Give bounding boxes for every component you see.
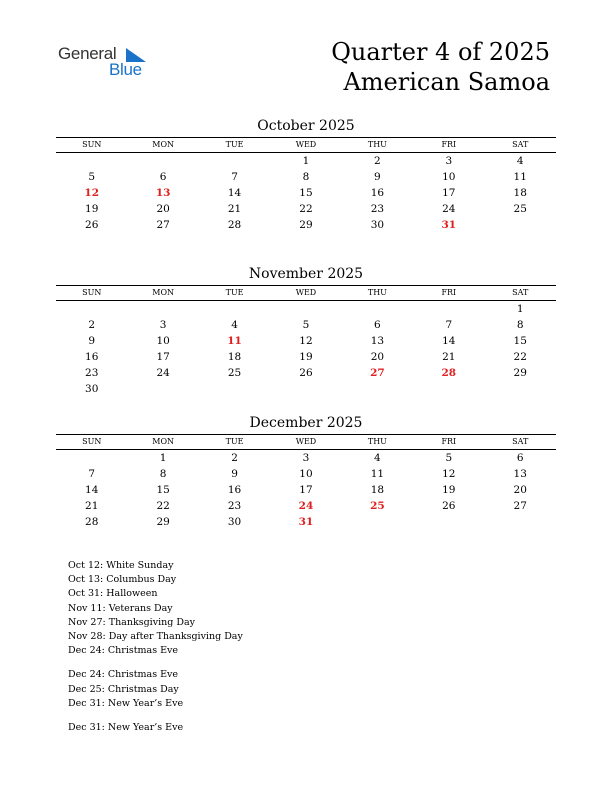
holiday-day-cell: 24 bbox=[298, 500, 314, 512]
weekday-header: MON bbox=[152, 140, 174, 149]
holiday-item: Oct 13: Columbus Day bbox=[68, 574, 177, 586]
empty-day-cell bbox=[127, 381, 198, 397]
holiday-item: Dec 25: Christmas Day bbox=[68, 683, 179, 695]
holiday-list bbox=[68, 559, 243, 735]
month-title: November 2025 bbox=[248, 266, 364, 282]
empty-day-cell bbox=[485, 381, 556, 397]
day-cell: 7 bbox=[445, 319, 453, 331]
weekday-header: FRI bbox=[441, 288, 457, 297]
day-cell: 1 bbox=[159, 452, 167, 464]
day-cell: 29 bbox=[156, 516, 170, 528]
logo bbox=[58, 44, 158, 84]
week-row bbox=[56, 301, 556, 317]
day-cell: 23 bbox=[370, 203, 385, 215]
day-cell: 13 bbox=[370, 335, 385, 347]
day-cell: 4 bbox=[231, 319, 238, 331]
logo-blue-text: Blue bbox=[109, 60, 142, 79]
day-cell: 16 bbox=[370, 187, 385, 199]
holiday-item: Oct 12: White Sunday bbox=[68, 560, 174, 571]
day-cell: 27 bbox=[156, 219, 170, 231]
empty-day-cell bbox=[413, 381, 484, 397]
day-cell: 30 bbox=[370, 219, 385, 231]
day-cell: 15 bbox=[299, 187, 313, 199]
weekday-header: WED bbox=[295, 140, 317, 149]
day-cell: 6 bbox=[516, 452, 524, 464]
week-row bbox=[56, 317, 556, 333]
empty-day-cell bbox=[485, 217, 556, 233]
empty-day-cell bbox=[270, 301, 341, 317]
holiday-item: Dec 31: New Year’s Eve bbox=[68, 721, 184, 733]
week-row bbox=[56, 169, 556, 185]
day-cell: 8 bbox=[516, 319, 524, 331]
month-october bbox=[56, 117, 556, 233]
holiday-day-cell: 31 bbox=[298, 516, 314, 528]
day-cell: 14 bbox=[442, 335, 456, 347]
empty-day-cell bbox=[342, 301, 413, 317]
day-cell: 4 bbox=[374, 452, 381, 464]
empty-day-cell bbox=[56, 301, 127, 317]
day-cell: 29 bbox=[299, 219, 313, 231]
empty-day-cell bbox=[413, 514, 484, 530]
weekday-header: MON bbox=[152, 288, 174, 297]
holiday-item: Nov 27: Thanksgiving Day bbox=[68, 616, 195, 628]
empty-day-cell bbox=[56, 450, 127, 466]
day-cell: 21 bbox=[85, 500, 99, 512]
week-row bbox=[56, 365, 556, 381]
day-cell: 6 bbox=[374, 319, 381, 331]
day-cell: 13 bbox=[513, 468, 527, 480]
day-cell: 28 bbox=[227, 219, 242, 231]
day-cell: 18 bbox=[513, 187, 527, 199]
day-cell: 5 bbox=[88, 171, 96, 183]
day-cell: 24 bbox=[156, 367, 170, 379]
holiday-day-cell: 12 bbox=[84, 187, 100, 199]
weekday-header: THU bbox=[367, 288, 387, 297]
day-cell: 4 bbox=[516, 155, 524, 167]
week-row bbox=[56, 381, 556, 397]
week-row bbox=[56, 498, 556, 514]
day-cell: 26 bbox=[85, 219, 99, 231]
day-cell: 16 bbox=[85, 351, 99, 363]
day-cell: 3 bbox=[445, 155, 453, 167]
weekday-header: MON bbox=[152, 437, 174, 446]
holiday-day-cell: 28 bbox=[441, 367, 457, 379]
day-cell: 10 bbox=[299, 468, 313, 480]
weekday-header: TUE bbox=[225, 437, 244, 446]
title-country: American Samoa bbox=[343, 68, 550, 96]
empty-day-cell bbox=[342, 381, 413, 397]
day-cell: 12 bbox=[299, 335, 313, 347]
day-cell: 1 bbox=[302, 155, 310, 167]
day-cell: 23 bbox=[227, 500, 242, 512]
weekday-header-row bbox=[56, 137, 556, 153]
day-cell: 30 bbox=[227, 516, 242, 528]
week-row bbox=[56, 217, 556, 233]
weekday-header: SAT bbox=[512, 437, 529, 446]
weekday-header: WED bbox=[295, 437, 317, 446]
empty-day-cell bbox=[342, 514, 413, 530]
empty-day-cell bbox=[485, 514, 556, 530]
weekday-header: TUE bbox=[225, 140, 244, 149]
day-cell: 12 bbox=[442, 468, 456, 480]
weekday-header: THU bbox=[367, 437, 387, 446]
weekday-header-row bbox=[56, 434, 556, 450]
empty-day-cell bbox=[56, 153, 127, 169]
day-cell: 16 bbox=[227, 484, 242, 496]
weekday-header: THU bbox=[367, 140, 387, 149]
day-cell: 19 bbox=[442, 484, 456, 496]
day-cell: 15 bbox=[156, 484, 170, 496]
day-cell: 10 bbox=[442, 171, 456, 183]
day-cell: 28 bbox=[85, 516, 99, 528]
weekday-header: SUN bbox=[82, 288, 102, 297]
day-cell: 9 bbox=[231, 468, 238, 480]
day-cell: 24 bbox=[442, 203, 456, 215]
day-cell: 27 bbox=[513, 500, 527, 512]
day-cell: 14 bbox=[85, 484, 99, 496]
month-title: December 2025 bbox=[249, 415, 363, 431]
weekday-header-row bbox=[56, 285, 556, 301]
holiday-item: Nov 11: Veterans Day bbox=[68, 602, 173, 614]
title-quarter: Quarter 4 of 2025 bbox=[331, 38, 550, 66]
empty-day-cell bbox=[199, 301, 270, 317]
empty-day-cell bbox=[413, 301, 484, 317]
weekday-header: SAT bbox=[512, 140, 529, 149]
day-cell: 20 bbox=[370, 351, 385, 363]
holiday-day-cell: 13 bbox=[155, 187, 171, 199]
holiday-day-cell: 31 bbox=[441, 219, 457, 231]
weekday-header: SUN bbox=[82, 437, 102, 446]
month-title: October 2025 bbox=[257, 118, 355, 134]
day-cell: 17 bbox=[442, 187, 456, 199]
day-cell: 10 bbox=[156, 335, 170, 347]
holiday-day-cell: 25 bbox=[370, 500, 385, 512]
weekday-header: TUE bbox=[225, 288, 244, 297]
day-cell: 19 bbox=[85, 203, 99, 215]
holiday-item: Dec 24: Christmas Eve bbox=[68, 669, 179, 681]
day-cell: 9 bbox=[374, 171, 381, 183]
day-cell: 2 bbox=[231, 452, 238, 464]
day-cell: 20 bbox=[156, 203, 170, 215]
day-cell: 22 bbox=[513, 351, 527, 363]
day-cell: 11 bbox=[370, 468, 385, 480]
day-cell: 30 bbox=[85, 383, 99, 395]
weekday-header: WED bbox=[295, 288, 317, 297]
holiday-day-cell: 11 bbox=[227, 335, 242, 347]
holiday-item: Dec 31: New Year’s Eve bbox=[68, 697, 184, 709]
day-cell: 6 bbox=[159, 171, 167, 183]
weekday-header: SUN bbox=[82, 140, 102, 149]
weekday-header: FRI bbox=[441, 437, 457, 446]
week-row bbox=[56, 450, 556, 466]
day-cell: 20 bbox=[513, 484, 527, 496]
day-cell: 14 bbox=[227, 187, 242, 199]
day-cell: 19 bbox=[299, 351, 313, 363]
week-row bbox=[56, 201, 556, 217]
day-cell: 5 bbox=[302, 319, 310, 331]
week-row bbox=[56, 185, 556, 201]
week-row bbox=[56, 514, 556, 530]
month-november bbox=[56, 265, 556, 397]
week-row bbox=[56, 482, 556, 498]
day-cell: 26 bbox=[299, 367, 313, 379]
week-row bbox=[56, 333, 556, 349]
day-cell: 23 bbox=[85, 367, 99, 379]
holiday-item: Oct 31: Halloween bbox=[68, 588, 158, 600]
logo-general-text: General bbox=[58, 44, 117, 63]
day-cell: 26 bbox=[442, 500, 456, 512]
day-cell: 15 bbox=[513, 335, 527, 347]
day-cell: 2 bbox=[374, 155, 381, 167]
empty-day-cell bbox=[270, 381, 341, 397]
day-cell: 3 bbox=[302, 452, 310, 464]
day-cell: 17 bbox=[299, 484, 313, 496]
day-cell: 5 bbox=[445, 452, 453, 464]
day-cell: 22 bbox=[299, 203, 313, 215]
weekday-header: SAT bbox=[512, 288, 529, 297]
page-title bbox=[331, 37, 550, 97]
day-cell: 2 bbox=[88, 319, 96, 331]
empty-day-cell bbox=[199, 381, 270, 397]
holiday-day-cell: 27 bbox=[370, 367, 385, 379]
day-cell: 18 bbox=[370, 484, 385, 496]
day-cell: 18 bbox=[227, 351, 242, 363]
empty-day-cell bbox=[127, 301, 198, 317]
day-cell: 29 bbox=[513, 367, 527, 379]
month-december bbox=[56, 414, 556, 530]
day-cell: 21 bbox=[227, 203, 242, 215]
week-row bbox=[56, 349, 556, 365]
day-cell: 8 bbox=[302, 171, 310, 183]
holiday-item: Dec 24: Christmas Eve bbox=[68, 645, 179, 657]
day-cell: 7 bbox=[231, 171, 238, 183]
day-cell: 9 bbox=[88, 335, 96, 347]
day-cell: 1 bbox=[516, 303, 524, 315]
day-cell: 22 bbox=[156, 500, 170, 512]
day-cell: 8 bbox=[159, 468, 167, 480]
empty-day-cell bbox=[127, 153, 198, 169]
empty-day-cell bbox=[199, 153, 270, 169]
week-row bbox=[56, 153, 556, 169]
holiday-item: Nov 28: Day after Thanksgiving Day bbox=[68, 630, 243, 642]
week-row bbox=[56, 466, 556, 482]
day-cell: 25 bbox=[227, 367, 242, 379]
day-cell: 7 bbox=[88, 468, 96, 480]
weekday-header: FRI bbox=[441, 140, 457, 149]
day-cell: 3 bbox=[159, 319, 167, 331]
day-cell: 25 bbox=[513, 203, 527, 215]
day-cell: 17 bbox=[156, 351, 170, 363]
day-cell: 21 bbox=[442, 351, 456, 363]
day-cell: 11 bbox=[513, 171, 527, 183]
